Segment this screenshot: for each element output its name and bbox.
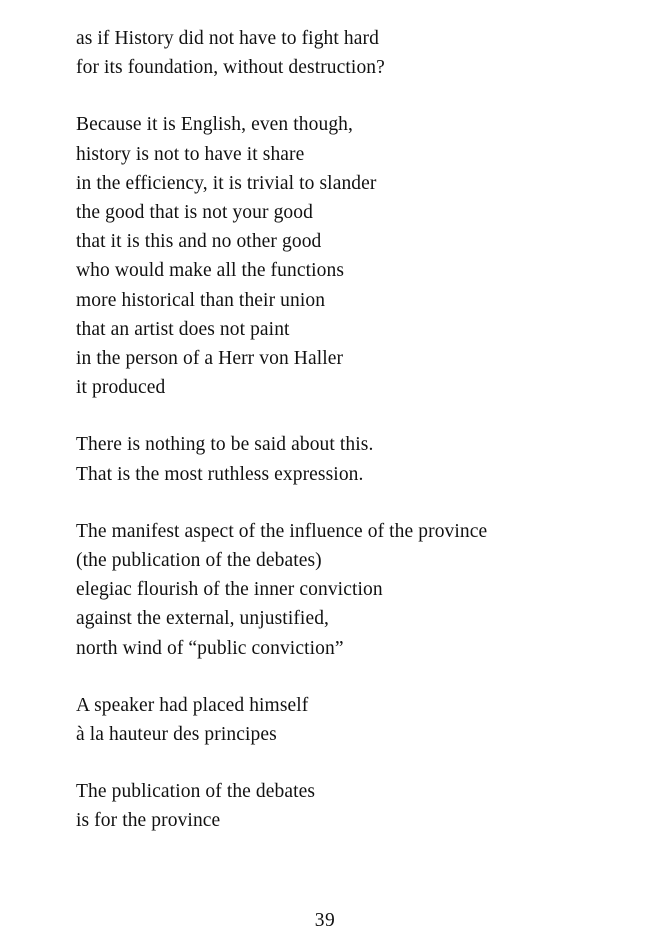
poem-line: There is nothing to be said about this. <box>76 434 374 456</box>
poem-line: Because it is English, even though, <box>76 114 353 136</box>
poem-line: in the person of a Herr von Haller <box>76 348 344 370</box>
poem-line: in the efficiency, it is trivial to slander <box>76 172 377 194</box>
poem-line: à la hauteur des principes <box>76 724 277 746</box>
poem-line: for its foundation, without destruction? <box>76 57 385 79</box>
page-number: 39 <box>314 910 336 931</box>
poem-line: is for the province <box>76 810 221 832</box>
poem-line: elegiac flourish of the inner conviction <box>76 579 383 601</box>
poem-line: (the publication of the debates) <box>76 550 322 572</box>
poem-line: against the external, unjustified, <box>76 608 330 630</box>
poem-line: that an artist does not paint <box>76 318 290 340</box>
poem-line: history is not to have it share <box>76 143 305 165</box>
stanza <box>76 430 596 488</box>
stanza <box>76 24 596 82</box>
poem-line: who would make all the functions <box>76 260 345 282</box>
stanza <box>76 517 596 663</box>
poem-line: The publication of the debates <box>76 781 316 803</box>
poem-line: the good that is not your good <box>76 202 313 224</box>
poem-line: as if History did not have to fight hard <box>76 28 379 49</box>
poem-line: north wind of “public conviction” <box>76 637 344 659</box>
poem-line: The manifest aspect of the influence of the province <box>76 520 488 542</box>
poem-line: it produced <box>76 377 166 399</box>
stanza <box>76 777 596 835</box>
poem-body <box>76 24 596 836</box>
poem-line: That is the most ruthless expression. <box>76 463 364 485</box>
stanza <box>76 110 596 402</box>
stanza <box>76 691 596 749</box>
poem-line: that it is this and no other good <box>76 231 322 253</box>
poem-line: A speaker had placed himself <box>76 694 309 716</box>
poem-line: more historical than their union <box>76 289 326 311</box>
